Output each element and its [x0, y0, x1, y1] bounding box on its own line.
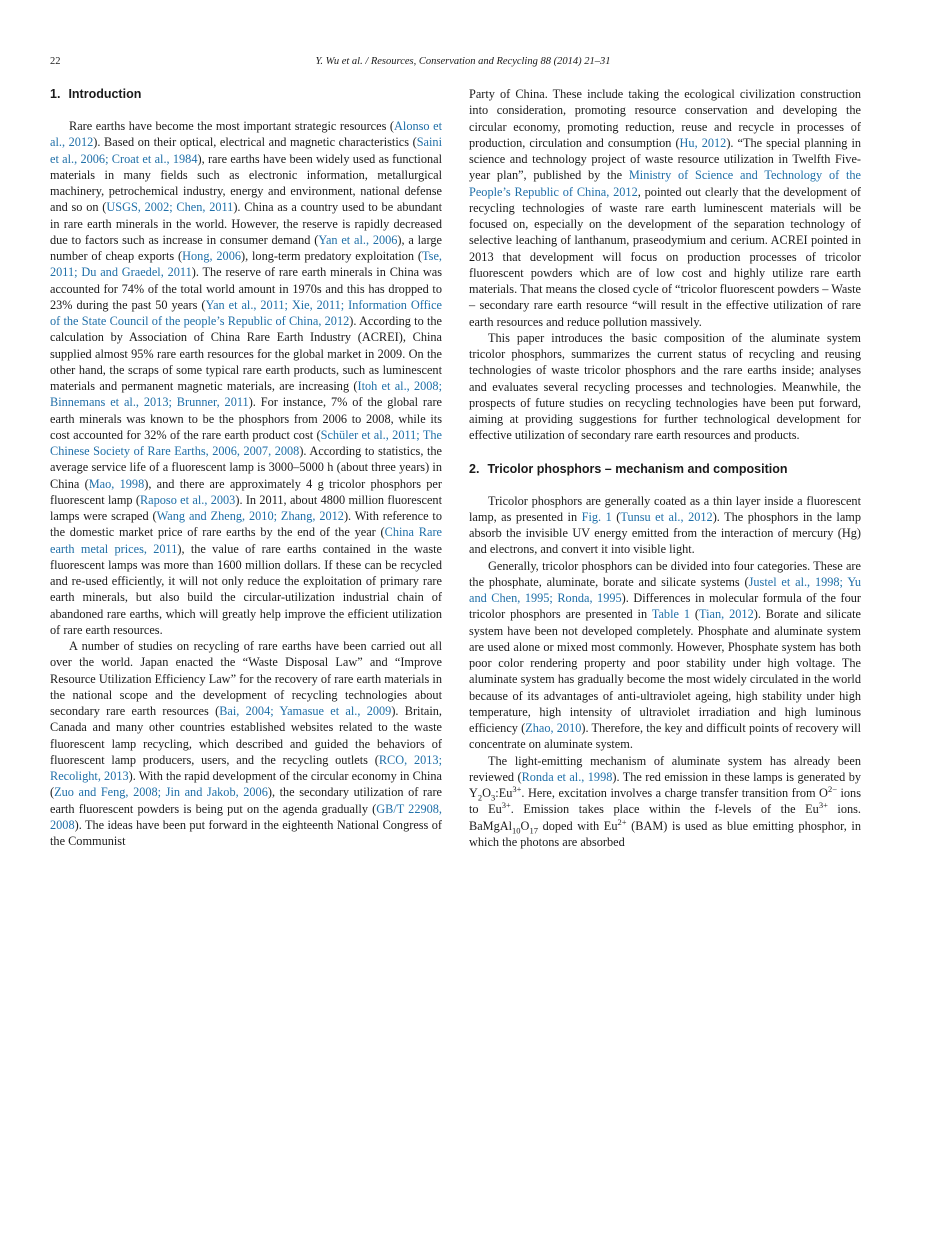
text-run: ). According to the calculation by Association of China Rare Earth Industry (ACREI), China supplied almost 95% rare earth resources for the global market in 2009. On the other hand, the scraps of some typical rare earth products, such as luminescent materials and permanent magnetic materials, are increasing ( — [50, 314, 443, 393]
text-run: ). China as a country used to be abundant in rare earth minerals in the world. However, the reserve is rapidly decreased due to factors such as increase in consumer demand ( — [50, 200, 442, 247]
superscript: 3+ — [501, 800, 511, 811]
text-run: ions to Eu — [469, 786, 861, 817]
text-run: ), rare earths have been widely used as functional materials in many fields such as electronic information, metallurgical machinery, petrochemical industry, energy and environment, national defense and so on ( — [50, 151, 442, 215]
text-run: ), and there are approximately 4 g tricolor phosphors per fluorescent lamp ( — [50, 476, 442, 507]
citation-link[interactable]: Yan et al., 2006 — [318, 232, 398, 247]
text-run: Generally, tricolor phosphors can be divided into four categories. These are the phosphate, aluminate, borate and silicate systems ( — [469, 558, 861, 589]
text-run: doped with Eu — [537, 818, 618, 833]
text-run: ), a large number of cheap exports ( — [50, 232, 442, 263]
section-2-number: 2. — [469, 461, 480, 476]
text-run: Party of China. These include taking the ecological civilization construction into consideration, promoting resource conservation and developing the circular economy, promoting reduction, reuse and recycle in processes of production, circulation and consumption ( — [469, 87, 861, 150]
subscript: 17 — [529, 824, 538, 835]
section-1-title: Introduction — [68, 87, 142, 101]
citation-link[interactable]: Alonso et al., 2012 — [50, 119, 442, 150]
left-column — [50, 86, 442, 849]
citation-link[interactable]: Bai, 2004; Yamasue et al., 2009 — [219, 704, 392, 718]
text-run: , pointed out clearly that the development of recycling technologies of waste rare earth luminescent materials will be focused on, especially on the development of the separation technology of selective leaching of lanthanum, praseodymium and cerium. ACREI pointed in 2013 that development will focus on production processes of tricolor fluorescent powders which are of low cost and highly utilize rare earth materials. That means the closed cycle of “tricolor fluorescent powders – Waste – secondary rare earth resource “will result in the effective utilization of rare earth resources and reduce pollution massively. — [469, 184, 861, 329]
text-run: ). The red emission in these lamps is generated by Y — [469, 769, 861, 800]
citation-link[interactable]: RCO, 2013; Recolight, 2013 — [50, 752, 443, 783]
superscript: 2+ — [617, 816, 627, 827]
citation-link[interactable]: Zuo and Feng, 2008; Jin and Jakob, 2006 — [54, 785, 268, 800]
text-run: :Eu — [495, 786, 513, 800]
text-run: ). According to statistics, the average service life of a fluorescent lamp is 3000–5000 h (about three years) in China ( — [50, 444, 442, 491]
text-run: ). Borate and silicate system have been not developed completely. Phosphate and aluminate system are used alone or mixed most commonly. However, Phosphate system has both poor color rendering property and poor stability under high voltage. The aluminate system has gradually become the most widely circulated in the world because of its advantages of anti-ultraviolet ageing, high stability under high temperature, high intensity of ultraviolet irradiation and high luminous efficiency ( — [469, 607, 861, 735]
paragraph — [469, 753, 861, 851]
section-2-heading — [469, 461, 861, 477]
text-run: . Emission takes place within the f-levels of the Eu — [510, 802, 819, 817]
citation-link[interactable]: Itoh et al., 2008; Binnemans et al., 2013; Brunner, 2011 — [50, 379, 442, 410]
citation-link[interactable]: USGS, 2002; Chen, 2011 — [106, 200, 234, 215]
text-run: ). In 2011, about 4800 million fluorescent lamps were scraped ( — [50, 492, 442, 523]
subscript: 10 — [512, 824, 521, 835]
text-run: ). Britain, Canada and many other countries established websites related to the waste fluorescent lamp recycling, which described and guided the behaviors of fluorescent lamp producers, users, and the recycling outlets ( — [50, 704, 442, 767]
paragraph — [50, 118, 442, 638]
text-run: ), the secondary utilization of rare earth fluorescent powders is being put on the agenda gradually ( — [50, 785, 442, 816]
citation-link[interactable]: Raposo et al., 2003 — [139, 492, 236, 507]
citation-link[interactable]: Tian, 2012 — [699, 607, 754, 622]
paragraph — [50, 638, 442, 849]
text-run: ). The phosphors in the lamp absorb the invisible UV energy emitted from the interaction of mercury (Hg) and electrons, and convert it into visible light. — [469, 509, 862, 557]
subscript: 2 — [477, 792, 483, 803]
text-run: ). The reserve of rare earth minerals in China was accounted for 74% of the total world amount in 1970s and this has dropped to 23% during the past 50 years ( — [50, 265, 443, 312]
citation-link[interactable]: Table 1 — [651, 607, 691, 622]
section-1-number: 1. — [50, 87, 61, 101]
citation-link[interactable]: Mao, 1998 — [88, 476, 145, 491]
right-column — [469, 86, 861, 850]
citation-link[interactable]: China Rare earth metal prices, 2011 — [50, 525, 442, 556]
text-run: The light-emitting mechanism of aluminate system has already been reviewed ( — [469, 753, 861, 784]
citation-link[interactable]: Tunsu et al., 2012 — [620, 509, 713, 524]
superscript: 3+ — [818, 800, 828, 811]
text-run: Tricolor phosphors are generally coated as a thin layer inside a fluorescent lamp, as presented in — [469, 493, 861, 524]
citation-link[interactable]: Fig. 1 — [581, 509, 612, 524]
text-run: This paper introduces the basic composition of the aluminate system tricolor phosphors, summarizes the current status of recycling and reusing technologies of waste tricolor phosphors and the rare earths inside; analyses and evaluates several recycling processes and technologies. Meanwhile, the prospects of future studies on recycling technologies have been put forward, aiming at providing suggestions for further technological development for effective utilization of secondary rare earth resources and products. — [469, 330, 861, 443]
subscript: 3 — [491, 792, 496, 803]
paragraph-continued — [469, 86, 861, 330]
text-run: A number of studies on recycling of rare earths have been carried out all over the world. Japan enacted the “Waste Disposal Law” and “Improve Resource Utilization Efficiency Law” for the recovery of rare earth materials in the national scope and the development of recycling technologies about secondary rare earth resources ( — [50, 639, 442, 718]
citation-link[interactable]: Saini et al., 2006; Croat et al., 1984 — [50, 135, 442, 166]
citation-link[interactable]: GB/T 22908, 2008 — [50, 801, 442, 832]
citation-link[interactable]: Schüler et al., 2011; The Chinese Society of Rare Earths, 2006, 2007, 2008 — [50, 427, 442, 458]
superscript: 3+ — [512, 783, 522, 794]
citation-link[interactable]: Hu, 2012 — [679, 135, 727, 150]
paragraph — [469, 493, 861, 558]
text-run: (BAM) is used as blue emitting phosphor, in which the photons are absorbed — [469, 818, 861, 849]
text-run: ). With reference to the domestic market price of rare earths by the end of the year ( — [50, 509, 443, 540]
text-run: ). “The special planning in science and technology project of waste resource utilization in Twelfth Five-year plan”, published by the — [469, 135, 862, 183]
citation-link[interactable]: Justel et al., 1998; Yu and Chen, 1995; Ronda, 1995 — [469, 574, 861, 605]
text-run: ). With the rapid development of the circular economy in China ( — [50, 769, 442, 800]
text-run: ), long-term predatory exploitation ( — [241, 249, 422, 263]
citation-link[interactable]: Hong, 2006 — [182, 249, 241, 263]
section-2-title: Tricolor phosphors – mechanism and composition — [487, 461, 788, 476]
citation-link[interactable]: Tse, 2011; Du and Graedel, 2011 — [50, 249, 442, 280]
paragraph — [469, 558, 861, 753]
text-run: Rare earths have become the most important strategic resources ( — [69, 119, 395, 133]
text-run: ( — [690, 607, 700, 622]
text-run: ions. BaMgAl — [469, 802, 861, 833]
text-run: O — [482, 786, 492, 800]
paragraph — [469, 330, 861, 444]
text-run: ). The ideas have been put forward in the eighteenth National Congress of the Communist — [50, 817, 442, 848]
text-run: ). Based on their optical, electrical and magnetic characteristics ( — [93, 135, 417, 150]
section-1-heading — [50, 86, 442, 102]
text-run: ). Differences in molecular formula of the four tricolor phosphors are presented in — [469, 591, 861, 622]
superscript: 2− — [827, 783, 837, 794]
citation-link[interactable]: Ronda et al., 1998 — [521, 769, 613, 784]
text-run: O — [520, 818, 530, 833]
text-run: ). For instance, 7% of the global rare earth minerals was known to be the phosphors from 2006 to 2008, while its cost accounted for 32% of the rare earth product cost ( — [50, 395, 443, 442]
citation-link[interactable]: Ministry of Science and Technology of the People’s Republic of China, 2012 — [469, 168, 861, 199]
text-run: ), the value of rare earths contained in the waste fluorescent lamps was more than 1600 million dollars. If these can be recycled and re-used efficiently, it will not only reduce the exploitation of primary rare earth minerals, but also build the circular-utilization industrial chain of abandoned rare earths, which will greatly help improve the efficient utilization of rare earth resources. — [50, 541, 443, 637]
citation-link[interactable]: Zhao, 2010 — [525, 721, 582, 735]
text-run: ( — [611, 509, 621, 524]
citation-link[interactable]: Wang and Zheng, 2010; Zhang, 2012 — [156, 509, 344, 523]
citation-link[interactable]: Yan et al., 2011; Xie, 2011; Information Office of the State Council of the people’s Republic of China, 2012 — [50, 297, 442, 328]
text-run: ). Therefore, the key and difficult points of recovery will concentrate on aluminate system. — [469, 721, 861, 752]
page-number: 22 — [50, 56, 61, 67]
running-head: Y. Wu et al. / Resources, Conservation and Recycling 88 (2014) 21–31 — [315, 56, 611, 67]
text-run: . Here, excitation involves a charge transfer transition from O — [521, 786, 828, 800]
